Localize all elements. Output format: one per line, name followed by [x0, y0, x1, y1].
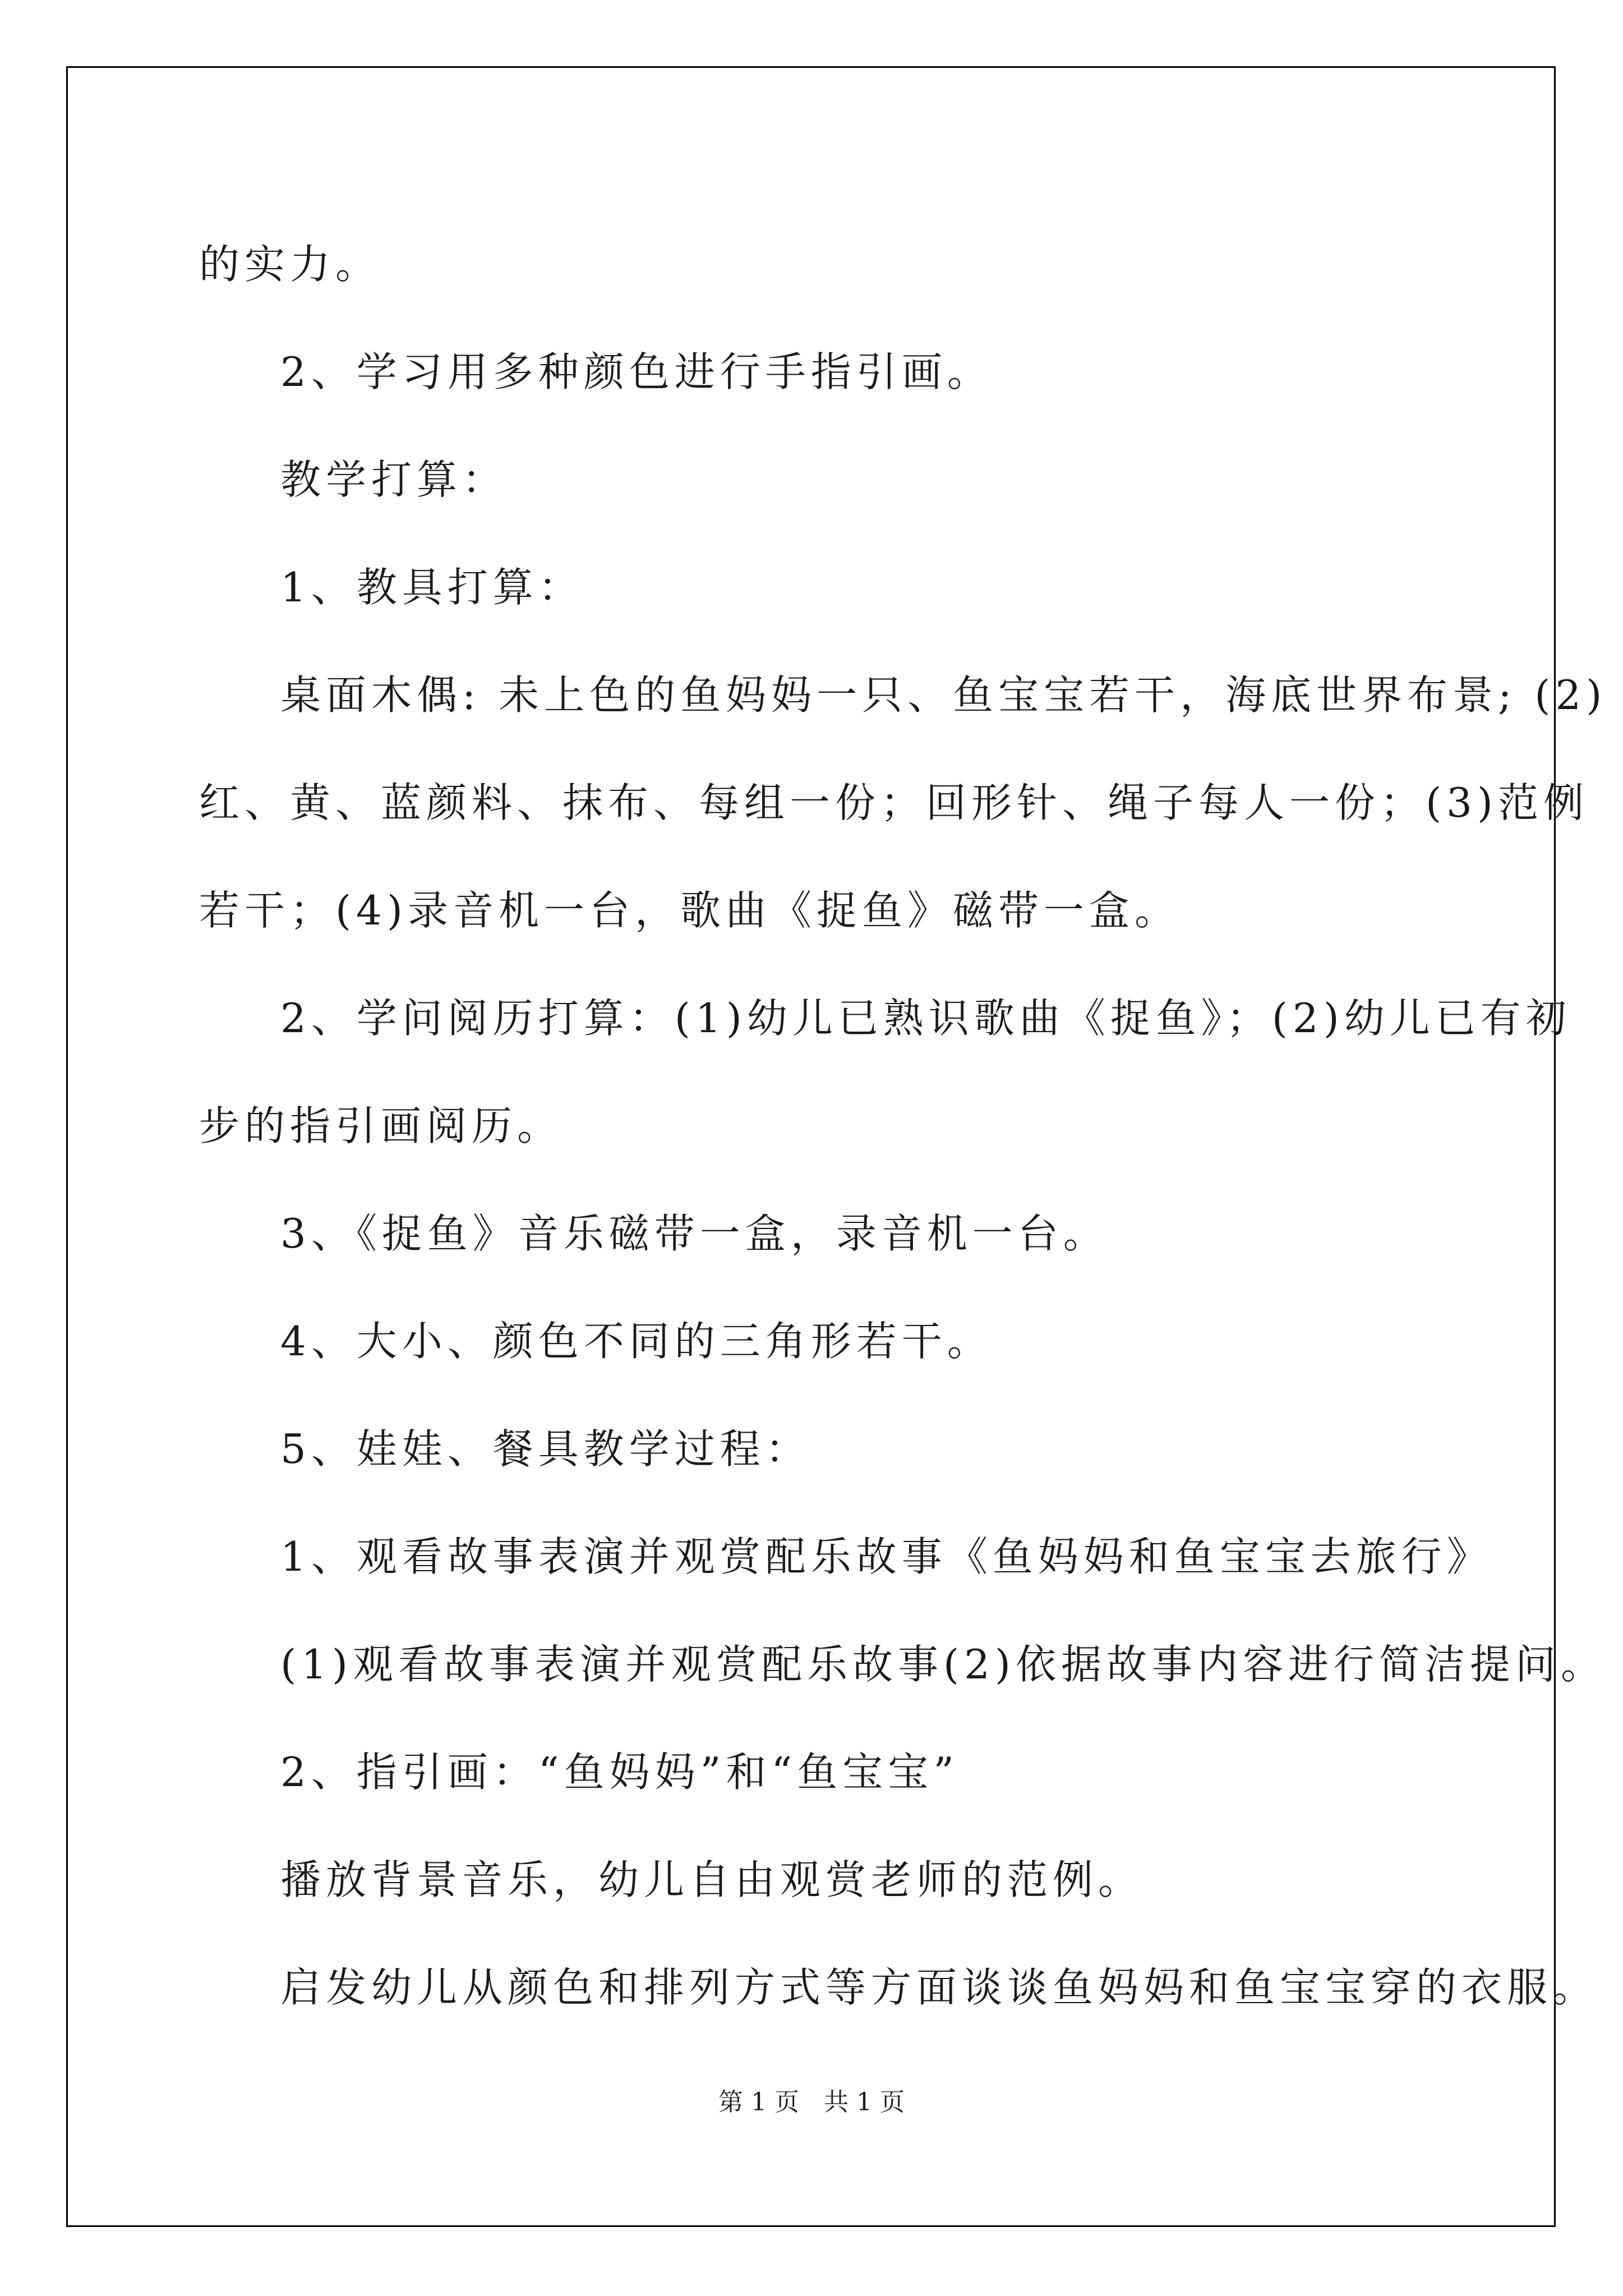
paragraph: 红、黄、蓝颜料、抹布、每组一份；回形针、绳子每人一份；(3)范例 — [199, 779, 1589, 826]
paragraph: 桌面木偶: 未上色的鱼妈妈一只、鱼宝宝若干，海底世界布景; (2) — [280, 671, 1607, 719]
paragraph: 4、大小、颜色不同的三角形若干。 — [280, 1318, 993, 1365]
paragraph: 1、观看故事表演并观赏配乐故事《鱼妈妈和鱼宝宝去旅行》 — [280, 1533, 1492, 1580]
paragraph: 2、学问阅历打算：(1)幼儿已熟识歌曲《捉鱼》；(2)幼儿已有初 — [280, 995, 1571, 1042]
paragraph: 2、学习用多种颜色进行手指引画。 — [280, 348, 993, 395]
paragraph: 步的指引画阅历。 — [199, 1102, 563, 1149]
paragraph: 5、娃娃、餐具教学过程： — [280, 1425, 811, 1473]
paragraph: 启发幼儿从颜色和排列方式等方面谈谈鱼妈妈和鱼宝宝穿的衣服。 — [280, 1964, 1598, 2011]
paragraph: 播放背景音乐，幼儿自由观赏老师的范例。 — [280, 1856, 1144, 1903]
paragraph: 3、《捉鱼》音乐磁带一盒，录音机一台。 — [280, 1210, 1109, 1257]
paragraph: 的实力。 — [199, 241, 381, 288]
paragraph: 若干；(4)录音机一台，歌曲《捉鱼》磁带一盒。 — [199, 887, 1180, 934]
paragraph: 教学打算： — [280, 456, 508, 503]
document-body — [199, 210, 1607, 2041]
paragraph: 2、指引画：“鱼妈妈”和“鱼宝宝” — [280, 1749, 960, 1796]
page-footer: 第 1 页 共 1 页 — [718, 2088, 905, 2116]
paragraph: 1、教具打算： — [280, 564, 584, 611]
paragraph: (1)观看故事表演并观赏配乐故事(2)依据故事内容进行简洁提问。 — [280, 1641, 1606, 1688]
